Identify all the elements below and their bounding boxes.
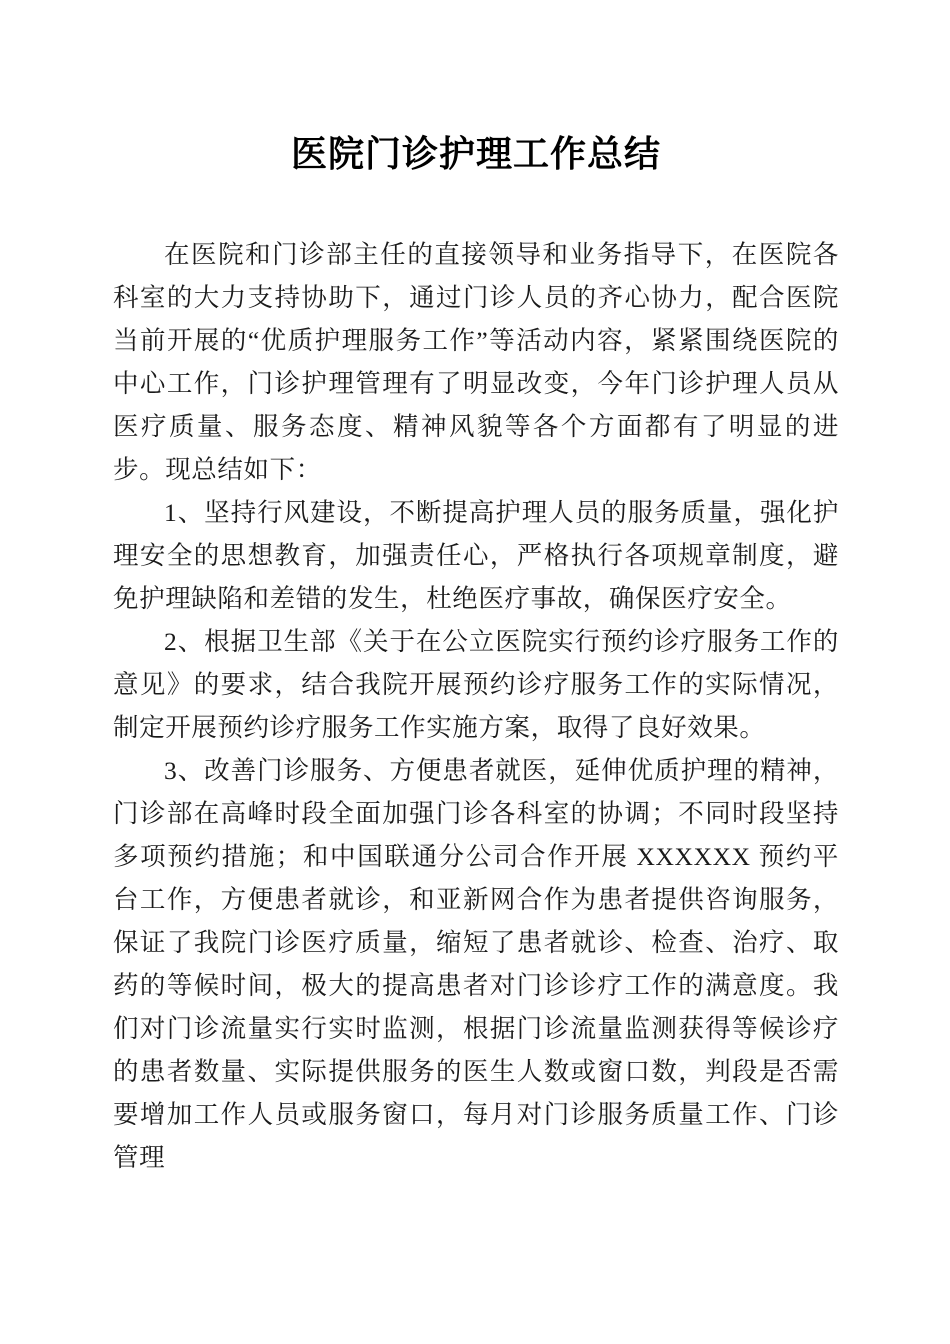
paragraph-intro: 在医院和门诊部主任的直接领导和业务指导下，在医院各科室的大力支持协助下，通过门诊人员的齐心协力，配合医院当前开展的“优质护理服务工作”等活动内容，紧紧围绕医院的中心工作，门诊护理管理有了明显改变，今年门诊护理人员从医疗质量、服务态度、精神风貌等各个方面都有了明显的进步。现总结如下：	[113, 240, 839, 484]
paragraph-item-2: 2、根据卫生部《关于在公立医院实行预约诊疗服务工作的意见》的要求，结合我院开展预约诊疗服务工作的实际情况，制定开展预约诊疗服务工作实施方案，取得了良好效果。	[113, 627, 839, 742]
page-title: 医院门诊护理工作总结	[290, 134, 661, 174]
paragraph-item-1: 1、坚持行风建设，不断提高护理人员的服务质量，强化护理安全的思想教育，加强责任心，严格执行各项规章制度，避免护理缺陷和差错的发生，杜绝医疗事故，确保医疗安全。	[113, 498, 839, 613]
document-body	[113, 233, 839, 1179]
paragraph-item-3: 3、改善门诊服务、方便患者就医，延伸优质护理的精神，门诊部在高峰时段全面加强门诊各科室的协调；不同时段坚持多项预约措施；和中国联通分公司合作开展 XXXXXX 预约平台工作，方便患者就诊，和亚新网合作为患者提供咨询服务，保证了我院门诊医疗质量，缩短了患者就诊、检查、治疗、取药的等候时间，极大的提高患者对门诊诊疗工作的满意度。我们对门诊流量实行实时监测，根据门诊流量监测获得等候诊疗的患者数量、实际提供服务的医生人数或窗口数，判段是否需要增加工作人员或服务窗口，每月对门诊服务质量工作、门诊管理	[113, 756, 839, 1172]
